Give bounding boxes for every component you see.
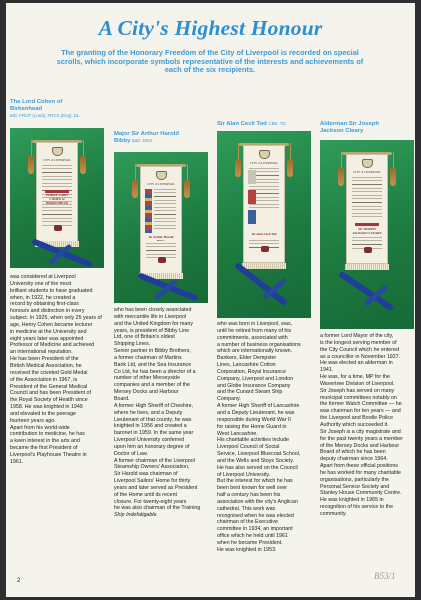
scroll-photo	[10, 128, 104, 268]
recipient-name: Alderman Sir Joseph Jackson Cleary	[320, 121, 379, 134]
city-crest-icon	[52, 147, 63, 156]
freedom-scroll: CITY of LIVERPOOL HARRY LORD COHEN of BIRKENHEAD	[36, 142, 78, 242]
freedom-scroll: CITY of LIVERPOOL Sir Alan Cecil Tod	[243, 145, 285, 263]
recipient-column-tod	[217, 121, 311, 554]
scroll-photo	[114, 152, 208, 303]
tassel-left	[338, 168, 344, 186]
seal-icon	[158, 257, 166, 263]
recipient-bio: who has been closely associated with mercantile life in Liverpool and the United Kingdom for many years, is president of Bibby Line Ltd, one of Britain's oldest Shipping Lines. Senior partner in Bibby Brothers, a former chairman of Martins Bank Ltd, and the Sea Insurance Co Ltd, he has been a director of a number of other Merseyside companies and a member of the Mersey Docks and Harbour Board. A former High Sheriff of Cheshire, where he lives, and a Deputy Lieutenant of that county, he was knighted in 1956 and created a baronet in 1959. In the same year Liverpool University conferred upon him an honorary degree of Doctor of Law. A former chairman of the Liverpool Steamship Owners' Association, Sir Harold was chairman of Liverpool Sailors' Home for thirty years and later served as President of the Home until its recent closure. For twenty-eight years he was also chairman of the Training Ship Indefatigable.	[114, 307, 201, 519]
tassel-right	[184, 180, 190, 198]
scroll-photo	[217, 131, 311, 318]
recipient-name: Major Sir Arthur Harold Bibby Bart. DSO	[114, 131, 179, 144]
archive-reference: B53/1	[374, 571, 396, 581]
recipient-name: Sir Alan Cecil Tod CBE, TD	[217, 121, 286, 127]
page-number: 2	[17, 578, 21, 584]
tassel-left	[28, 156, 34, 174]
page-title: A City's Highest Honour	[98, 16, 323, 40]
recipient-name: The Lord Cohen of Birkenhead MD, FRCP (Lond), FRCS (Eng), DL	[10, 99, 80, 118]
recipient-bio: who was born in Liverpool, was, until he retired from many of his commitments, associated with a number of business organisations which are internationally known. Bankers, Elder Dempster Lines, Lancashire Cotton Corporation, Royal Insurance Company, Liverpool and London and Globe Insurance Company and the Cunard Steam Ship Company. A former High Sheriff of Lancashire and a Deputy Lieutenant, he was responsible during World War II for raising the Home Guard in West Lancashire. His charitable activities include Liverpool Council of Social Service, Liverpool Bluecoat School, and the Wells and Stoys Society. He has also served on the Council of Liverpool University. But the interest for which he has been best known for well over half a century has been his association with the city's Anglican cathedral. This work was recognised when he was elected chairman of the Executive committee in 1934, an important office which he held until 1961 when he became President. He was knighted in 1953.	[217, 321, 301, 553]
recipient-column-cleary	[320, 121, 414, 518]
city-crest-icon	[259, 150, 270, 159]
intro-paragraph: The granting of the Honorary Freedom of the City of Liverpool is recorded on special scrolls, which incorporate symbols representative of the interests and achievements of each of the six recipients.	[56, 48, 364, 75]
tassel-right	[287, 159, 293, 177]
recipient-bio: was considered at Liverpool University one of the most brilliant students to have graduated when, in 1922, he created a record by obtaining first-class honours and distinction in every subject. In 1925, when only 25 years of age, Henry Cohen became lecturer in medicine at the University and eight years later was appointed Professor of Medicine and achieved an international reputation. He has been President of the British Medical Association, he received the coveted Gold Medal of the Association in 1967, is President of the General Medical Council and has been President of the Royal Society of Health since 1958. He was knighted in 1949 and elevated to the peerage fourteen years ago. Apart from his world-wide contribution to medicine, he has a keen interest in the arts and became the first President of Liverpool's Playhouse Theatre in 1961.	[10, 274, 102, 465]
recipient-bio: a former Lord Mayor of the city, is the longest serving member of the City Council which he entered as a councillor in November 1927. He was elected an alderman in 1941. He was, for a time, MP for the Wavertree Division of Liverpool. Sir Joseph has served on many municipal committees notably on the former Watch Committee — he was chairman for ten years — and the Liverpool and Bootle Police Authority which succeeded it. Sir Joseph is a city magistrate and for the past twenty years a member of the Mersey Docks and Harbour Board of which he has been deputy chairman since 1964. Apart from these official positions he has worked for many charitable organisations, particularly the Personal Service Society and Stanley House Community Centre. He was knighted in 1965 in recognition of his service to the community.	[320, 333, 404, 517]
tassel-left	[132, 180, 138, 198]
seal-icon	[261, 246, 269, 252]
freedom-scroll: CITY of LIVERPOOL Sir JOSEPH JACKSON CLEARY	[346, 154, 388, 264]
scroll-photo	[320, 140, 414, 329]
recipient-column-bibby	[114, 131, 208, 519]
tassel-right	[80, 156, 86, 174]
seal-icon	[364, 247, 372, 253]
seal-icon	[54, 225, 62, 231]
tassel-left	[235, 159, 241, 177]
heraldry-border	[145, 189, 152, 233]
document-page	[6, 3, 415, 597]
recipient-column-cohen	[10, 99, 104, 466]
tassel-right	[390, 168, 396, 186]
city-crest-icon	[362, 159, 373, 168]
freedom-scroll: CITY of LIVERPOOL Sir Arthur Harold	[140, 166, 182, 274]
city-crest-icon	[156, 171, 167, 180]
